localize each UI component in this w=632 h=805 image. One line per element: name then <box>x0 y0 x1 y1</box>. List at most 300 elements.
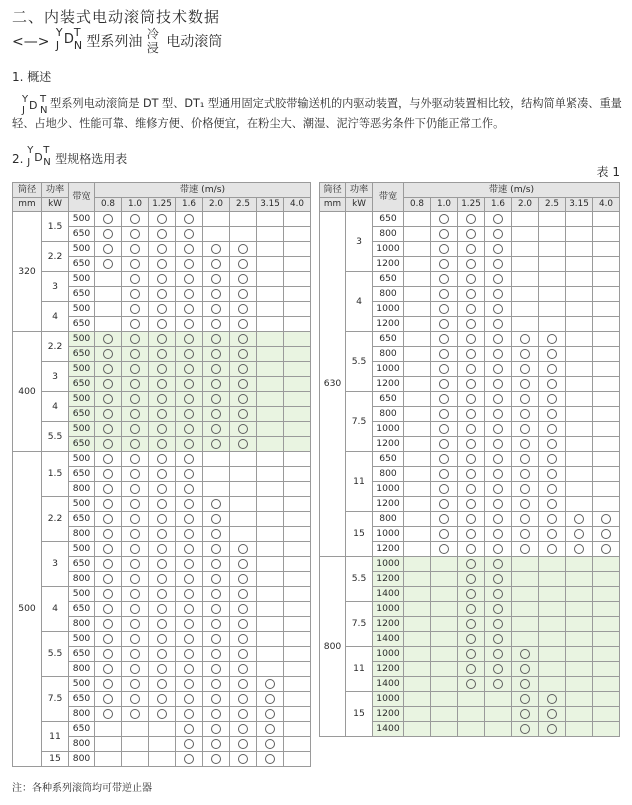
width-cell: 650 <box>69 407 95 422</box>
speed-cell <box>512 602 539 617</box>
available-circle-icon <box>211 304 221 314</box>
speed-cell <box>539 527 566 542</box>
available-circle-icon <box>103 679 113 689</box>
speed-cell <box>176 527 203 542</box>
speed-cell <box>176 587 203 602</box>
speed-cell <box>257 302 284 317</box>
available-circle-icon <box>103 604 113 614</box>
col-unit-power: kW <box>42 198 69 212</box>
speed-cell <box>230 752 257 767</box>
speed-cell <box>431 392 458 407</box>
code-y: Y <box>22 94 29 105</box>
available-circle-icon <box>466 559 476 569</box>
speed-header: 1.6 <box>485 198 512 212</box>
speed-cell <box>566 632 593 647</box>
speed-cell <box>539 347 566 362</box>
speed-cell <box>512 647 539 662</box>
available-circle-icon <box>103 439 113 449</box>
available-circle-icon <box>157 334 167 344</box>
speed-cell <box>431 482 458 497</box>
speed-cell <box>230 437 257 452</box>
speed-cell <box>512 392 539 407</box>
available-circle-icon <box>157 574 167 584</box>
speed-cell <box>485 467 512 482</box>
available-circle-icon <box>103 469 113 479</box>
width-cell: 500 <box>69 212 95 227</box>
spec-section-suffix: 型规格选用表 <box>55 152 128 166</box>
speed-cell <box>512 227 539 242</box>
available-circle-icon <box>439 334 449 344</box>
available-circle-icon <box>439 259 449 269</box>
speed-cell <box>458 332 485 347</box>
speed-cell <box>404 542 431 557</box>
speed-cell <box>230 632 257 647</box>
available-circle-icon <box>130 619 140 629</box>
available-circle-icon <box>184 649 194 659</box>
speed-cell <box>512 707 539 722</box>
cooling-type <box>146 27 162 55</box>
speed-cell <box>458 512 485 527</box>
available-circle-icon <box>238 439 248 449</box>
speed-cell <box>230 317 257 332</box>
speed-cell <box>404 632 431 647</box>
available-circle-icon <box>439 394 449 404</box>
available-circle-icon <box>520 454 530 464</box>
speed-cell <box>485 692 512 707</box>
table-row <box>13 587 311 602</box>
speed-cell <box>149 527 176 542</box>
speed-cell <box>122 557 149 572</box>
available-circle-icon <box>130 529 140 539</box>
speed-cell <box>95 737 122 752</box>
available-circle-icon <box>184 274 194 284</box>
speed-cell <box>566 452 593 467</box>
width-cell: 1000 <box>373 647 404 662</box>
speed-cell <box>230 527 257 542</box>
speed-cell <box>566 347 593 362</box>
speed-cell <box>512 317 539 332</box>
available-circle-icon <box>265 739 275 749</box>
series-suffix: 电动滚筒 <box>166 34 223 50</box>
available-circle-icon <box>493 334 503 344</box>
available-circle-icon <box>211 559 221 569</box>
speed-header: 1.25 <box>149 198 176 212</box>
available-circle-icon <box>211 289 221 299</box>
available-circle-icon <box>466 439 476 449</box>
speed-cell <box>122 707 149 722</box>
speed-cell <box>404 377 431 392</box>
available-circle-icon <box>493 649 503 659</box>
speed-cell <box>566 617 593 632</box>
speed-cell <box>230 617 257 632</box>
available-circle-icon <box>265 754 275 764</box>
speed-cell <box>95 632 122 647</box>
speed-cell <box>404 227 431 242</box>
speed-cell <box>431 347 458 362</box>
speed-cell <box>149 677 176 692</box>
speed-cell <box>458 257 485 272</box>
speed-cell <box>512 512 539 527</box>
available-circle-icon <box>211 499 221 509</box>
speed-cell <box>176 452 203 467</box>
available-circle-icon <box>130 499 140 509</box>
speed-cell <box>122 437 149 452</box>
speed-cell <box>149 482 176 497</box>
speed-cell <box>485 497 512 512</box>
speed-cell <box>203 722 230 737</box>
width-cell: 1400 <box>373 587 404 602</box>
speed-cell <box>95 452 122 467</box>
speed-cell <box>230 692 257 707</box>
speed-cell <box>203 362 230 377</box>
available-circle-icon <box>547 709 557 719</box>
speed-cell <box>404 242 431 257</box>
available-circle-icon <box>520 469 530 479</box>
speed-header: 1.0 <box>431 198 458 212</box>
speed-cell <box>539 272 566 287</box>
diameter-cell: 630 <box>320 212 346 557</box>
speed-cell <box>431 707 458 722</box>
speed-header: 1.25 <box>458 198 485 212</box>
available-circle-icon <box>547 334 557 344</box>
speed-cell <box>404 692 431 707</box>
series-model-code <box>54 26 83 53</box>
available-circle-icon <box>520 379 530 389</box>
available-circle-icon <box>130 634 140 644</box>
speed-cell <box>539 662 566 677</box>
available-circle-icon <box>466 454 476 464</box>
available-circle-icon <box>466 649 476 659</box>
available-circle-icon <box>493 319 503 329</box>
available-circle-icon <box>130 589 140 599</box>
width-cell: 1000 <box>373 242 404 257</box>
width-cell: 650 <box>373 272 404 287</box>
speed-cell <box>149 602 176 617</box>
available-circle-icon <box>601 514 611 524</box>
width-cell: 800 <box>69 662 95 677</box>
speed-cell <box>404 677 431 692</box>
available-circle-icon <box>493 214 503 224</box>
speed-cell <box>95 347 122 362</box>
footnote: 注：各种系列滚筒均可带逆止器 <box>12 783 152 794</box>
available-circle-icon <box>211 244 221 254</box>
available-circle-icon <box>211 664 221 674</box>
speed-cell <box>566 572 593 587</box>
available-circle-icon <box>103 229 113 239</box>
speed-cell <box>203 617 230 632</box>
available-circle-icon <box>157 529 167 539</box>
available-circle-icon <box>601 544 611 554</box>
code-d: D <box>29 99 38 112</box>
speed-cell <box>566 497 593 512</box>
speed-cell <box>230 422 257 437</box>
available-circle-icon <box>103 259 113 269</box>
available-circle-icon <box>157 469 167 479</box>
available-circle-icon <box>103 364 113 374</box>
available-circle-icon <box>157 514 167 524</box>
code-j: J <box>22 105 25 116</box>
speed-cell <box>512 452 539 467</box>
spec-table-left <box>12 182 311 767</box>
speed-header: 3.15 <box>257 198 284 212</box>
available-circle-icon <box>493 229 503 239</box>
speed-cell <box>539 467 566 482</box>
speed-cell <box>95 317 122 332</box>
available-circle-icon <box>493 499 503 509</box>
speed-cell <box>566 677 593 692</box>
available-circle-icon <box>184 334 194 344</box>
speed-cell <box>176 497 203 512</box>
speed-cell <box>284 707 311 722</box>
available-circle-icon <box>157 544 167 554</box>
available-circle-icon <box>184 289 194 299</box>
available-circle-icon <box>238 679 248 689</box>
speed-cell <box>404 707 431 722</box>
width-cell: 650 <box>69 557 95 572</box>
available-circle-icon <box>157 589 167 599</box>
available-circle-icon <box>184 709 194 719</box>
speed-cell <box>95 332 122 347</box>
speed-header: 2.5 <box>230 198 257 212</box>
speed-cell <box>512 332 539 347</box>
speed-cell <box>203 677 230 692</box>
speed-cell <box>593 482 620 497</box>
speed-cell <box>593 362 620 377</box>
speed-cell <box>95 272 122 287</box>
available-circle-icon <box>157 664 167 674</box>
available-circle-icon <box>211 259 221 269</box>
speed-cell <box>203 302 230 317</box>
speed-cell <box>203 452 230 467</box>
speed-cell <box>203 557 230 572</box>
available-circle-icon <box>157 229 167 239</box>
speed-cell <box>230 287 257 302</box>
speed-cell <box>539 287 566 302</box>
table-number: 表 1 <box>596 165 620 179</box>
speed-cell <box>539 377 566 392</box>
table-row <box>320 272 620 287</box>
available-circle-icon <box>238 409 248 419</box>
speed-cell <box>203 287 230 302</box>
available-circle-icon <box>157 259 167 269</box>
available-circle-icon <box>211 379 221 389</box>
speed-cell <box>203 347 230 362</box>
speed-cell <box>539 332 566 347</box>
available-circle-icon <box>103 424 113 434</box>
available-circle-icon <box>439 469 449 479</box>
available-circle-icon <box>493 619 503 629</box>
speed-cell <box>431 722 458 737</box>
speed-cell <box>203 632 230 647</box>
speed-header: 4.0 <box>593 198 620 212</box>
speed-cell <box>149 662 176 677</box>
speed-cell <box>149 317 176 332</box>
width-cell: 500 <box>69 632 95 647</box>
diameter-cell: 800 <box>320 557 346 737</box>
speed-cell <box>230 377 257 392</box>
power-cell: 5.5 <box>42 632 69 677</box>
available-circle-icon <box>238 649 248 659</box>
col-unit-diameter: mm <box>13 198 42 212</box>
speed-cell <box>593 437 620 452</box>
speed-cell <box>539 572 566 587</box>
speed-cell <box>230 497 257 512</box>
speed-cell <box>149 377 176 392</box>
code-j: J <box>55 39 60 52</box>
table-row <box>13 242 311 257</box>
table-row <box>320 332 620 347</box>
speed-cell <box>257 362 284 377</box>
speed-cell <box>566 587 593 602</box>
code-d: D <box>63 32 74 47</box>
speed-cell <box>149 647 176 662</box>
speed-header: 2.0 <box>203 198 230 212</box>
available-circle-icon <box>157 364 167 374</box>
available-circle-icon <box>238 709 248 719</box>
power-cell: 4 <box>42 587 69 632</box>
speed-cell <box>431 527 458 542</box>
speed-cell <box>431 542 458 557</box>
speed-cell <box>257 752 284 767</box>
width-cell: 650 <box>69 467 95 482</box>
speed-cell <box>230 512 257 527</box>
available-circle-icon <box>238 559 248 569</box>
available-circle-icon <box>493 454 503 464</box>
speed-cell <box>176 557 203 572</box>
speed-cell <box>203 572 230 587</box>
speed-cell <box>176 212 203 227</box>
col-header-speed: 带速 (m/s) <box>95 183 311 198</box>
power-cell: 2.2 <box>42 497 69 542</box>
speed-cell <box>122 752 149 767</box>
power-cell: 7.5 <box>42 677 69 722</box>
speed-cell <box>485 677 512 692</box>
speed-cell <box>539 407 566 422</box>
speed-cell <box>122 362 149 377</box>
speed-cell <box>230 212 257 227</box>
speed-cell <box>539 692 566 707</box>
available-circle-icon <box>238 739 248 749</box>
speed-cell <box>431 647 458 662</box>
available-circle-icon <box>238 634 248 644</box>
speed-cell <box>122 482 149 497</box>
speed-cell <box>284 722 311 737</box>
speed-cell <box>458 467 485 482</box>
speed-cell <box>149 437 176 452</box>
table-row <box>13 212 311 227</box>
table-row <box>13 362 311 377</box>
speed-cell <box>230 242 257 257</box>
speed-cell <box>284 542 311 557</box>
code-t: T <box>73 26 81 39</box>
available-circle-icon <box>520 349 530 359</box>
speed-cell <box>95 212 122 227</box>
speed-cell <box>284 647 311 662</box>
speed-cell <box>485 257 512 272</box>
available-circle-icon <box>103 709 113 719</box>
available-circle-icon <box>130 679 140 689</box>
speed-cell <box>485 632 512 647</box>
header-row-units <box>320 198 620 212</box>
speed-cell <box>404 527 431 542</box>
speed-cell <box>284 347 311 362</box>
speed-cell <box>230 227 257 242</box>
speed-cell <box>149 362 176 377</box>
available-circle-icon <box>493 664 503 674</box>
speed-cell <box>122 422 149 437</box>
speed-cell <box>176 542 203 557</box>
available-circle-icon <box>466 619 476 629</box>
speed-cell <box>458 407 485 422</box>
speed-cell <box>512 482 539 497</box>
available-circle-icon <box>574 544 584 554</box>
width-cell: 500 <box>69 272 95 287</box>
available-circle-icon <box>493 574 503 584</box>
speed-cell <box>458 662 485 677</box>
speed-cell <box>95 662 122 677</box>
available-circle-icon <box>211 439 221 449</box>
speed-cell <box>284 377 311 392</box>
available-circle-icon <box>130 304 140 314</box>
speed-cell <box>284 332 311 347</box>
width-cell: 1200 <box>373 377 404 392</box>
available-circle-icon <box>547 439 557 449</box>
table-row <box>320 647 620 662</box>
speed-cell <box>539 617 566 632</box>
speed-cell <box>230 392 257 407</box>
available-circle-icon <box>238 574 248 584</box>
speed-cell <box>95 542 122 557</box>
available-circle-icon <box>211 709 221 719</box>
speed-cell <box>593 257 620 272</box>
speed-cell <box>593 722 620 737</box>
speed-cell <box>566 707 593 722</box>
speed-cell <box>566 332 593 347</box>
power-cell: 11 <box>346 452 373 512</box>
available-circle-icon <box>520 649 530 659</box>
speed-cell <box>122 632 149 647</box>
speed-cell <box>593 602 620 617</box>
code-n: N <box>43 156 51 168</box>
available-circle-icon <box>103 634 113 644</box>
speed-cell <box>122 467 149 482</box>
available-circle-icon <box>238 274 248 284</box>
series-subheading <box>12 26 223 55</box>
available-circle-icon <box>238 604 248 614</box>
available-circle-icon <box>520 529 530 539</box>
available-circle-icon <box>439 304 449 314</box>
speed-cell <box>539 587 566 602</box>
speed-cell <box>404 287 431 302</box>
speed-cell <box>284 407 311 422</box>
speed-cell <box>593 587 620 602</box>
available-circle-icon <box>130 484 140 494</box>
available-circle-icon <box>184 454 194 464</box>
col-header-speed: 带速 (m/s) <box>404 183 620 198</box>
speed-cell <box>485 557 512 572</box>
available-circle-icon <box>184 424 194 434</box>
available-circle-icon <box>547 694 557 704</box>
available-circle-icon <box>211 334 221 344</box>
speed-cell <box>512 467 539 482</box>
speed-cell <box>485 452 512 467</box>
available-circle-icon <box>130 274 140 284</box>
speed-cell <box>203 407 230 422</box>
speed-cell <box>149 407 176 422</box>
speed-header: 4.0 <box>284 198 311 212</box>
speed-cell <box>176 662 203 677</box>
speed-cell <box>566 227 593 242</box>
